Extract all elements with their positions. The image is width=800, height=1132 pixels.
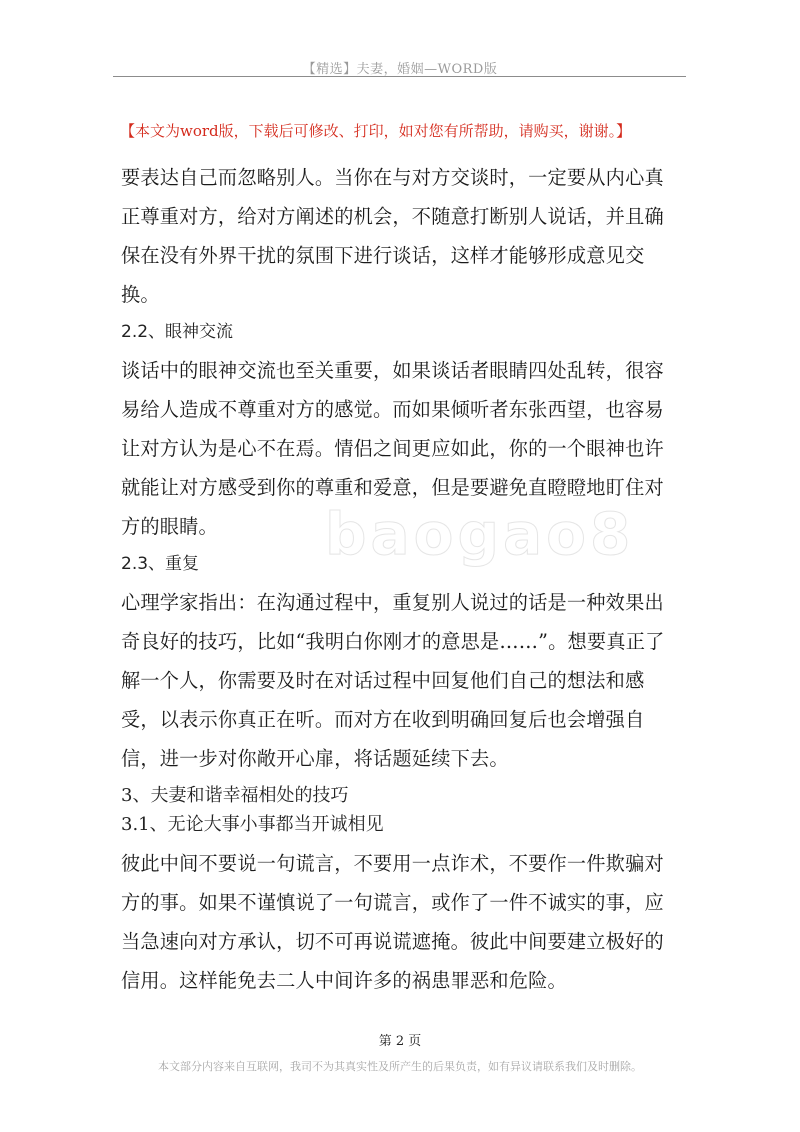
document-body <box>121 158 681 1000</box>
page-header-title: 【精选】夫妻，婚姻—WORD版 <box>302 62 498 77</box>
paragraph-repeat: 心理学家指出：在沟通过程中，重复别人说过的话是一种效果出奇良好的技巧，比如“我明白你刚才的意思是……”。想要真正了解一个人，你需要及时在对话过程中回复他们自己的想法和感受，以表示你真正在听。而对方在收到明确回复后也会增强自信，进一步对你敞开心扉，将话题延续下去。 <box>121 591 665 770</box>
download-notice: 【本文为word版，下载后可修改、打印，如对您有所帮助，请购买，谢谢。】 <box>120 122 632 140</box>
paragraph-listening: 要表达自己而忽略别人。当你在与对方交谈时，一定要从内心真正尊重对方，给对方阐述的机会，不随意打断别人说话，并且确保在没有外界干扰的氛围下进行谈话，这样才能够形成意见交换。 <box>121 166 664 306</box>
paragraph-eye-contact: 谈话中的眼神交流也至关重要，如果谈话者眼睛四处乱转，很容易给人造成不尊重对方的感觉。而如果倾听者东张西望，也容易让对方认为是心不在焉。情侣之间更应如此，你的一个眼神也许就能让对方感受到你的尊重和爱意，但是要避免直瞪瞪地盯住对方的眼睛。 <box>121 359 664 538</box>
page-number: 第 2 页 <box>378 1034 422 1049</box>
paragraph-honesty: 彼此中间不要说一句谎言，不要用一点诈术，不要作一件欺骗对方的事。如果不谨慎说了一句谎言，或作了一件不诚实的事，应当急速向对方承认，切不可再说谎遮掩。彼此中间要建立极好的信用。这样能免去二人中间许多的祸患罪恶和危险。 <box>121 852 664 992</box>
footer-disclaimer: 本文部分内容来自互联网，我司不为其真实性及所产生的后果负责，如有异议请联系我们及时删除。 <box>158 1060 642 1073</box>
section-heading-eye-contact: 2.2、眼神交流 <box>121 322 234 342</box>
header-divider <box>113 76 686 77</box>
watermark: baogao8 <box>325 500 635 568</box>
section-heading-repeat: 2.3、重复 <box>121 554 200 574</box>
section-heading-honesty: 3.1、无论大事小事都当开诚相见 <box>121 814 384 835</box>
section-heading-harmony-tips: 3、夫妻和谐幸福相处的技巧 <box>121 785 349 806</box>
